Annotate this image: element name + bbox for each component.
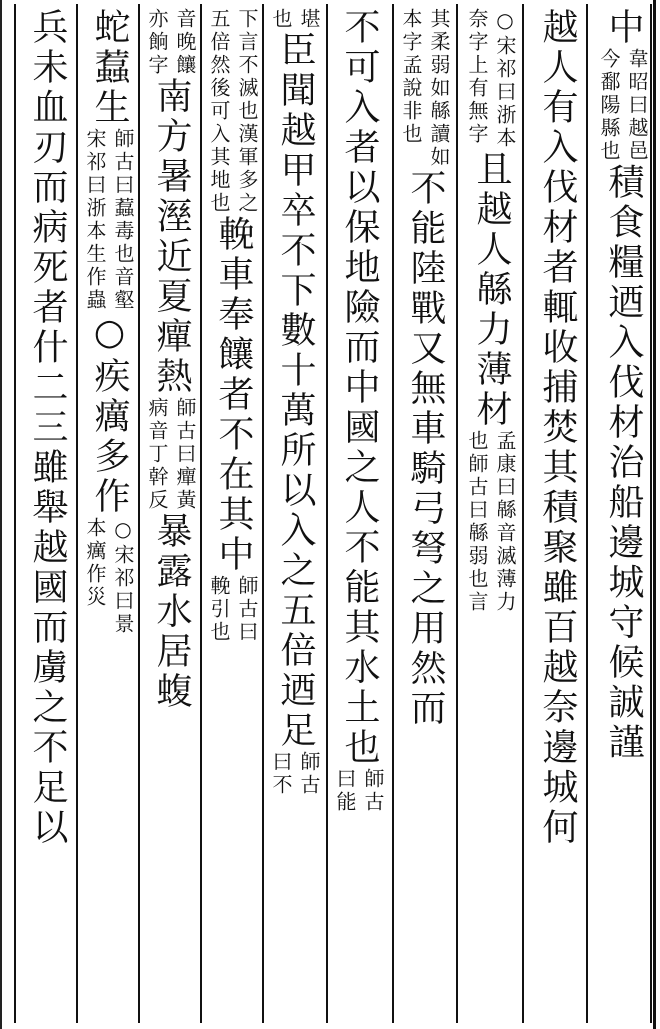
main-text: 蛇蠚生 <box>89 8 130 128</box>
commentary-line-left: 本癘作災 <box>83 517 107 609</box>
text-column <box>266 8 324 1023</box>
commentary-line-left: 亦餉字 <box>145 8 169 77</box>
main-text: 臣聞越甲卒不下數十萬所以入之五倍迺足 <box>275 31 316 751</box>
main-text: 暴露水居蝮 <box>151 512 192 712</box>
commentary-line-left: 輓引也 <box>207 575 231 644</box>
commentary-line-right: 師古曰癉黃 <box>173 397 197 512</box>
commentary-note <box>268 8 322 31</box>
text-column <box>80 8 138 1023</box>
main-text: 不可入者以保地險而中國之人不能其水土也 <box>339 8 380 768</box>
column-rule <box>138 4 140 1023</box>
commentary-line-left: 今鄱陽縣也 <box>597 48 621 163</box>
text-column <box>330 8 388 1023</box>
commentary-line-right: 下言不滅也漢軍多之 <box>235 8 259 215</box>
commentary-line-left: 曰不 <box>269 751 293 797</box>
commentary-line-right: ○宋祁曰景 <box>111 517 135 636</box>
commentary-note <box>596 48 650 163</box>
commentary-line-left: 宋祁曰浙本生作蟲 <box>83 128 107 312</box>
commentary-note <box>464 8 518 150</box>
left-border <box>0 0 2 1029</box>
commentary-note <box>144 397 198 512</box>
main-text: 兵未血刃而病死者什二三雖舉越國而虜之不足以 <box>27 8 68 848</box>
main-text: ○疾癘多作 <box>89 312 130 517</box>
text-column <box>204 8 262 1023</box>
main-text: 中 <box>603 8 644 48</box>
column-rule <box>586 4 588 1023</box>
commentary-note <box>82 128 136 312</box>
commentary-note <box>268 751 322 797</box>
text-column <box>528 8 586 1023</box>
main-text: 積食糧迺入伐材治船邊城守候誠謹 <box>603 163 644 763</box>
commentary-note <box>206 8 260 215</box>
commentary-line-left: 病音丁幹反 <box>145 397 169 512</box>
column-rule <box>14 4 16 1023</box>
commentary-line-left: 也 <box>269 8 293 31</box>
commentary-line-left: 五倍然後可入其地也 <box>207 8 231 215</box>
commentary-note <box>206 575 260 644</box>
text-column <box>462 8 520 1023</box>
column-rule <box>76 4 78 1023</box>
commentary-line-right: 師古曰 <box>235 575 259 644</box>
column-rule <box>200 4 202 1023</box>
column-rule <box>456 4 458 1023</box>
main-text: 不能陸戰又無車騎弓弩之用然而 <box>405 169 446 729</box>
main-text: 且越人緜力薄材 <box>471 150 512 430</box>
commentary-line-right: 其柔弱如緜讀如 <box>427 8 451 169</box>
right-border <box>653 0 656 1029</box>
text-column <box>396 8 454 1023</box>
commentary-line-left: 也師古曰緜弱也言 <box>465 430 489 614</box>
main-text: 越人有入伐材者輒收捕焚其積聚雖百越奈邊城何 <box>537 8 578 848</box>
column-rule <box>262 4 264 1023</box>
commentary-note <box>464 430 518 614</box>
text-column <box>142 8 200 1023</box>
commentary-line-left: 奈字上有無字 <box>465 8 489 146</box>
text-column <box>594 8 652 1023</box>
commentary-line-right: ○宋祁曰浙本 <box>493 8 517 150</box>
commentary-note <box>398 8 452 169</box>
commentary-line-right: 堪 <box>297 8 321 31</box>
column-rule <box>326 4 328 1023</box>
commentary-line-right: 韋昭曰越邑 <box>625 48 649 163</box>
commentary-note <box>144 8 198 77</box>
column-rule <box>392 4 394 1023</box>
main-text: 南方暑溼近夏癉熱 <box>151 77 192 397</box>
commentary-note <box>332 768 386 814</box>
commentary-line-right: 音晚饟 <box>173 8 197 77</box>
commentary-line-right: 師古曰蠚毒也音壑 <box>111 128 135 312</box>
commentary-note <box>82 517 136 636</box>
commentary-line-left: 曰能 <box>333 768 357 814</box>
main-text: 輓車奉饟者不在其中 <box>213 215 254 575</box>
commentary-line-left: 本字孟說非也 <box>399 8 423 146</box>
commentary-line-right: 孟康曰緜音滅薄力 <box>493 430 517 614</box>
commentary-line-right: 師古 <box>361 768 385 814</box>
commentary-line-right: 師古 <box>297 751 321 797</box>
column-rule <box>522 4 524 1023</box>
text-column <box>18 8 76 1023</box>
